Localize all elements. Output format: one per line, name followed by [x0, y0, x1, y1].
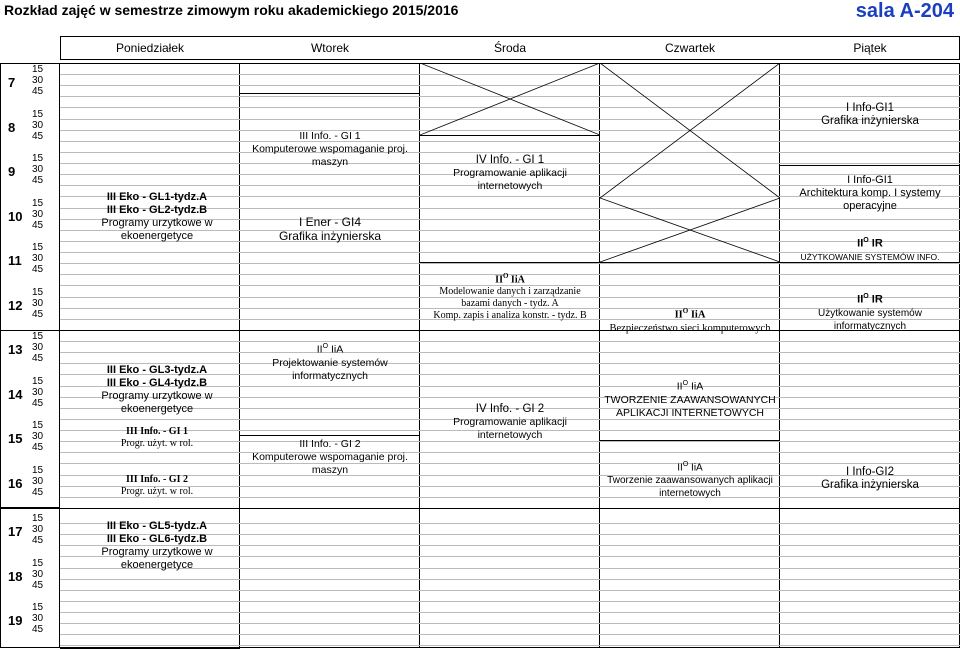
- event-group: I Info-GI1: [847, 174, 893, 186]
- event-subject: Grafika inżynierska: [278, 229, 382, 243]
- event-thu-1[interactable]: [600, 305, 780, 335]
- minute-label: 30: [32, 568, 44, 580]
- room-label: sala A-204: [855, 0, 954, 22]
- event-group: $II^O$ IiA: [674, 307, 706, 321]
- hour-label: 17: [8, 524, 23, 539]
- slot-line: [60, 623, 960, 624]
- minute-label: 15: [32, 153, 44, 164]
- event-tue-2[interactable]: [240, 215, 420, 243]
- minute-label: 15: [32, 602, 44, 613]
- event-border: [420, 135, 600, 136]
- minute-label: 30: [32, 475, 44, 487]
- minute-label: 15: [32, 557, 44, 569]
- minute-label: 30: [32, 524, 44, 535]
- slot-line: [60, 452, 960, 453]
- days-header-frame: [60, 36, 960, 60]
- slot-line: [60, 590, 960, 591]
- event-subject: Bezpieczeństwo sieci komputerowych: [609, 322, 771, 334]
- minute-label: 15: [32, 331, 44, 342]
- hour-label: 13: [8, 342, 23, 357]
- event-subject: TWORZENIE ZAAWANSOWANYCH: [604, 393, 776, 406]
- event-subject: informatycznych: [833, 320, 907, 332]
- event-subject: Progr. użyt. w rol.: [120, 486, 194, 497]
- event-tue-4[interactable]: [240, 438, 420, 477]
- event-fri-3[interactable]: [780, 234, 960, 264]
- slot-line: [60, 601, 960, 602]
- event-group: III Eko - GL6-tydz.B: [106, 533, 208, 545]
- event-group: $II^O$ IiA: [676, 380, 704, 393]
- event-thu-3[interactable]: [600, 458, 780, 500]
- event-border: [780, 63, 960, 64]
- event-group: III Eko - GL5-tydz.A: [106, 520, 208, 532]
- event-border: [780, 165, 960, 166]
- minute-label: 45: [32, 264, 44, 275]
- event-border: [780, 508, 960, 509]
- event-border: [60, 330, 240, 331]
- event-border: [420, 330, 600, 331]
- minute-label: 45: [32, 486, 44, 498]
- slot-line: [60, 352, 960, 353]
- event-subject: Komp. zapis i analiza konstr. - tydz. B: [433, 310, 587, 322]
- event-mon-4[interactable]: [72, 474, 242, 498]
- event-border: [600, 508, 780, 509]
- day-header: Poniedziałek: [115, 41, 185, 55]
- minute-label: 30: [32, 613, 44, 624]
- event-border: [600, 440, 780, 441]
- event-tue-1[interactable]: [240, 130, 420, 169]
- event-subject: internetowych: [659, 488, 721, 500]
- event-group: IV Info. - GI 1: [475, 154, 545, 166]
- day-header: Piątek: [853, 41, 887, 55]
- event-mon-1[interactable]: [72, 191, 242, 243]
- event-border: [60, 63, 240, 64]
- event-thu-2[interactable]: [600, 377, 780, 420]
- event-fri-2[interactable]: [780, 174, 960, 213]
- event-group: $II^O$ IR: [857, 293, 883, 306]
- event-group: III Eko - GL2-tydz.B: [106, 204, 208, 216]
- event-border: [240, 330, 420, 331]
- event-subject: Programy urzytkowe w: [101, 217, 213, 229]
- event-subject: UŻYTKOWANIE SYSTEMÓW INFO.: [800, 251, 940, 262]
- minute-label: 30: [32, 342, 44, 353]
- page-title: Rozkład zajęć w semestrze zimowym roku akademickiego 2015/2016: [4, 2, 459, 18]
- event-subject: Programowanie aplikacji internetowych: [453, 416, 567, 441]
- slot-line: [60, 152, 960, 153]
- minute-label: 15: [32, 286, 44, 298]
- slot-line: [60, 645, 960, 646]
- hour-label: 19: [8, 613, 23, 628]
- event-subject: ekoenergetyce: [120, 559, 194, 571]
- event-subject: Komputerowe wspomaganie proj. maszyn: [252, 451, 408, 476]
- event-subject: Grafika inżynierska: [821, 115, 919, 127]
- event-group: I Info-GI1: [846, 102, 894, 114]
- event-mon-5[interactable]: [72, 520, 242, 572]
- day-header: Wtorek: [310, 41, 349, 55]
- minute-label: 30: [32, 431, 44, 442]
- hour-label: 15: [8, 431, 23, 446]
- minute-label: 45: [32, 308, 44, 320]
- minute-label: 45: [32, 86, 44, 97]
- minute-label: 15: [32, 197, 44, 209]
- minute-label: 45: [32, 175, 44, 186]
- minute-label: 45: [32, 579, 44, 591]
- event-border: [60, 648, 240, 649]
- minute-label: 30: [32, 75, 44, 86]
- event-subject: Programowanie aplikacji internetowych: [453, 167, 567, 192]
- event-wed-2[interactable]: [420, 270, 600, 322]
- hour-label: 7: [8, 75, 16, 90]
- event-wed-3[interactable]: [420, 403, 600, 442]
- hour-label: 12: [8, 297, 23, 313]
- event-group: $II^O$ IR: [857, 237, 883, 250]
- hour-label: 16: [8, 475, 23, 491]
- day-header: Czwartek: [664, 41, 715, 55]
- event-border: [240, 508, 420, 509]
- minute-label: 45: [32, 130, 44, 142]
- event-mon-3[interactable]: [72, 426, 242, 450]
- event-border: [420, 262, 600, 263]
- minute-label: 45: [32, 624, 44, 635]
- minute-label: 15: [32, 242, 44, 253]
- event-subject: Programy urzytkowe w: [101, 390, 213, 402]
- thursday-hatch: [600, 63, 780, 263]
- slot-line: [60, 612, 960, 613]
- event-wed-1[interactable]: [420, 154, 600, 193]
- minute-label: 45: [32, 442, 44, 453]
- event-group: I Ener - GI4: [298, 215, 362, 229]
- minute-label: 45: [32, 535, 44, 546]
- slot-line: [60, 141, 960, 142]
- event-border: [420, 508, 600, 509]
- hour-label: 18: [8, 568, 23, 584]
- event-subject: Użytkowanie systemów: [818, 307, 922, 319]
- event-group: III Eko - GL1-tydz.A: [106, 191, 208, 203]
- event-subject: bazami danych - tydz. A: [461, 298, 559, 310]
- event-subject: Architektura komp. I systemy: [799, 187, 941, 199]
- event-subject: Komputerowe wspomaganie proj. maszyn: [252, 143, 408, 168]
- event-fri-5[interactable]: [780, 466, 960, 492]
- event-border: [60, 508, 240, 509]
- event-subject: Grafika inżynierska: [821, 479, 919, 491]
- event-group: III Info. - GI 1: [126, 426, 188, 437]
- event-subject: Projektowanie systemów informatycznych: [272, 356, 388, 382]
- hour-label: 9: [8, 164, 16, 179]
- slot-line: [60, 463, 960, 464]
- event-subject: operacyjne: [843, 200, 897, 212]
- minute-label: 45: [32, 397, 44, 409]
- minute-label: 30: [32, 208, 44, 220]
- event-subject: Programy urzytkowe w: [101, 546, 213, 558]
- slot-line: [60, 634, 960, 635]
- hour-label: 11: [8, 253, 22, 268]
- hour-label: 8: [8, 119, 16, 135]
- time-split: [0, 330, 60, 331]
- event-group: III Eko - GL4-tydz.B: [106, 377, 208, 389]
- event-subject: APLIKACJI INTERNETOWYCH: [616, 406, 764, 419]
- minute-label: 15: [32, 64, 44, 75]
- minute-label: 15: [32, 108, 44, 120]
- event-group: III Info. - GI 2: [299, 438, 361, 450]
- event-group: IV Info. - GI 2: [475, 403, 545, 415]
- event-subject: Progr. użyt. w rol.: [120, 438, 194, 449]
- minute-label: 30: [32, 119, 44, 131]
- event-subject: ekoenergetyce: [120, 403, 194, 415]
- event-group: $II^O$ IiA: [316, 343, 344, 356]
- event-group: I Info-GI2: [846, 466, 894, 478]
- event-fri-1[interactable]: [780, 102, 960, 128]
- event-group: III Eko - GL3-tydz.A: [106, 364, 208, 376]
- minute-label: 45: [32, 219, 44, 231]
- minute-label: 15: [32, 464, 44, 476]
- minute-label: 30: [32, 164, 44, 175]
- minute-label: 15: [32, 375, 44, 387]
- wednesday-hatch: [420, 63, 600, 135]
- minute-label: 30: [32, 386, 44, 398]
- event-subject: Tworzenie zaawansowanych aplikacji: [607, 475, 773, 487]
- event-border: [240, 93, 420, 94]
- event-subject: ekoenergetyce: [120, 230, 194, 242]
- slot-line: [60, 579, 960, 580]
- event-subject: Modelowanie danych i zarządzanie: [439, 286, 581, 298]
- event-fri-4[interactable]: [780, 290, 960, 333]
- event-border: [240, 435, 420, 436]
- day-header: Środa: [493, 41, 527, 55]
- event-group: III Info. - GI 1: [299, 130, 361, 142]
- slot-line: [60, 341, 960, 342]
- hour-label: 10: [8, 208, 23, 224]
- minute-label: 15: [32, 420, 44, 431]
- minute-label: 30: [32, 253, 44, 264]
- minute-label: 30: [32, 297, 44, 309]
- event-group: $II^O$ IiA: [495, 272, 525, 286]
- event-mon-2[interactable]: [72, 364, 242, 416]
- event-tue-3[interactable]: [240, 340, 420, 383]
- minute-label: 15: [32, 513, 44, 524]
- event-group: $II^O$ IiA: [677, 461, 703, 474]
- minute-label: 45: [32, 353, 44, 364]
- hour-label: 14: [8, 386, 23, 402]
- event-group: III Info. - GI 2: [126, 474, 188, 485]
